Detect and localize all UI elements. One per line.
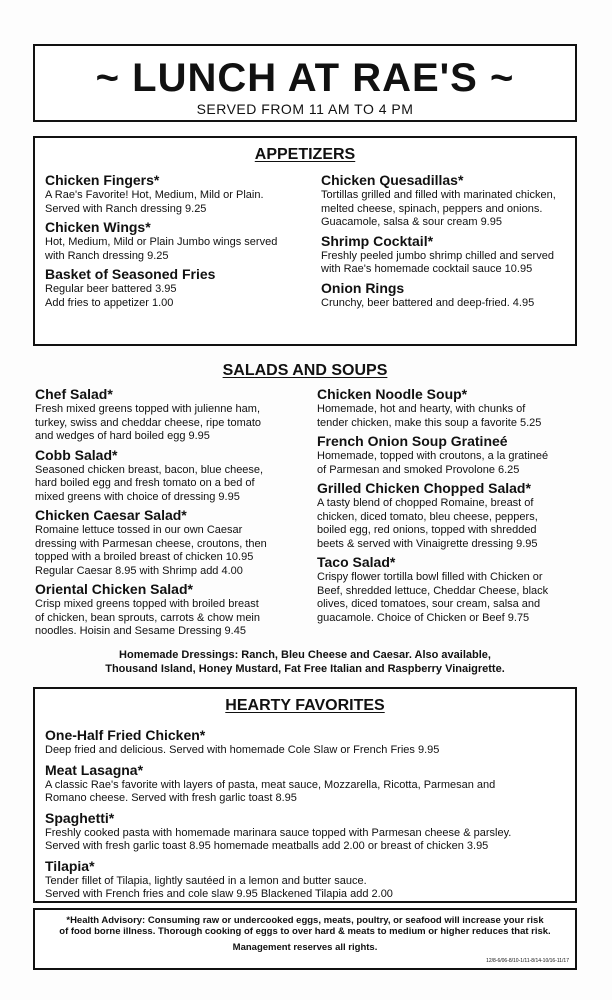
menu-item (45, 762, 565, 806)
item-desc: beets & served with Vinaigrette dressing 9.95 (317, 537, 538, 550)
item-desc: Fresh mixed greens topped with julienne ham, (35, 403, 261, 415)
salads-title: SALADS AND SOUPS (222, 362, 388, 379)
item-desc: topped with a broiled breast of chicken 10.95 (35, 551, 254, 563)
item-desc: Served with French fries and cole slaw 9.95 Blackened Tilapia add 2.00 (45, 888, 393, 900)
salads-right-column (295, 386, 577, 642)
item-desc: Homemade, hot and hearty, with chunks of (317, 403, 526, 415)
item-name: Grilled Chicken Chopped Salad* (317, 480, 531, 496)
item-name: French Onion Soup Gratineé (317, 433, 508, 449)
item-desc: of Parmesan and smoked Provolone 6.25 (317, 463, 520, 476)
item-desc: and wedges of hard boiled egg 9.95 (35, 430, 210, 442)
item-desc: Guacamole, salsa & sour cream 9.95 (321, 216, 502, 228)
item-desc: Crispy flower tortilla bowl filled with Chicken or (317, 571, 543, 583)
item-desc: Romano cheese. Served with fresh garlic toast 8.95 (45, 792, 297, 804)
dressings-note (33, 648, 577, 676)
item-name: Chicken Fingers* (45, 172, 160, 188)
item-desc: olives, diced tomatoes, sour cream, salsa and (317, 598, 541, 610)
item-desc: Homemade, topped with croutons, a la gratineé (317, 450, 549, 462)
menu-item (321, 233, 567, 277)
item-name: Oriental Chicken Salad* (35, 581, 193, 597)
appetizers-section (33, 136, 577, 346)
item-name: Chicken Quesadillas* (321, 172, 464, 188)
item-desc: Crisp mixed greens topped with broiled breast (35, 598, 259, 610)
menu-item (321, 280, 567, 311)
item-desc: Regular beer battered 3.95 (45, 283, 177, 295)
item-name: Chicken Wings* (45, 219, 151, 235)
menu-item (45, 810, 565, 854)
revision-code: 12/8-6/06-8/10-1/11-8/14-10/16-11/17 (486, 958, 569, 964)
item-desc: Freshly cooked pasta with homemade marinara sauce topped with Parmesan cheese & parsley. (45, 826, 512, 839)
menu-item (45, 266, 291, 310)
item-desc: Hot, Medium, Mild or Plain Jumbo wings served (45, 236, 278, 248)
item-desc: chicken, diced tomato, bleu cheese, peppers, (317, 510, 538, 523)
title-box (33, 44, 577, 122)
item-desc: with Rae's homemade cocktail sauce 10.95 (321, 263, 533, 275)
appetizers-left-column (43, 172, 291, 313)
item-name: Chef Salad* (35, 386, 113, 402)
advisory-line: of food borne illness. Thorough cooking of eggs to over hard & meats to medium or higher reduces that risk. (59, 926, 551, 937)
item-desc: Romaine lettuce tossed in our own Caesar (35, 524, 243, 536)
item-name: Spaghetti* (45, 809, 115, 826)
item-name: Tilapia* (45, 857, 95, 874)
item-desc: with Ranch dressing 9.25 (45, 249, 169, 262)
menu-item (45, 219, 291, 263)
health-advisory-box (33, 908, 577, 970)
dressings-line: Thousand Island, Honey Mustard, Fat Free Italian and Raspberry Vinaigrette. (105, 662, 505, 675)
hearty-favorites-section (33, 687, 577, 903)
item-desc: Tortillas grilled and filled with marinated chicken, (321, 189, 556, 201)
item-desc: Deep fried and delicious. Served with homemade Cole Slaw or French Fries 9.95 (45, 744, 440, 756)
item-name: One-Half Fried Chicken* (45, 727, 206, 743)
item-desc: of chicken, bean sprouts, carrots & chow mein (35, 611, 260, 624)
item-desc: Beef, shredded lettuce, Cheddar Cheese, black (317, 584, 549, 597)
salads-left-column (35, 386, 295, 642)
item-name: Meat Lasagna* (45, 761, 144, 778)
item-desc: guacamole. Choice of Chicken or Beef 9.75 (317, 611, 530, 624)
item-desc: noodles. Hoisin and Sesame Dressing 9.45 (35, 625, 246, 637)
menu-item (45, 727, 565, 758)
item-desc: Served with fresh garlic toast 8.95 homemade meatballs add 2.00 or breast of chicken 3.95 (45, 840, 489, 852)
menu-item (321, 172, 567, 230)
appetizers-title: APPETIZERS (254, 146, 356, 163)
item-name: Shrimp Cocktail* (321, 232, 434, 249)
item-desc: hard boiled egg and fresh tomato on a bed of (35, 477, 255, 489)
menu-item (317, 433, 577, 477)
item-name: Basket of Seasoned Fries (45, 266, 216, 282)
item-desc: Served with Ranch dressing 9.25 (45, 202, 207, 215)
item-desc: Regular Caesar 8.95 with Shrimp add 4.00 (35, 564, 243, 577)
management-note: Management reserves all rights. (232, 942, 378, 953)
item-desc: Freshly peeled jumbo shrimp chilled and served (321, 249, 554, 262)
dressings-line: Homemade Dressings: Ranch, Bleu Cheese and Caesar. Also available, (119, 648, 491, 661)
item-name: Cobb Salad* (35, 446, 118, 463)
served-hours: SERVED FROM 11 AM TO 4 PM (196, 101, 414, 117)
item-desc: turkey, swiss and cheddar cheese, ripe tomato (35, 416, 262, 429)
menu-item (45, 172, 291, 216)
menu-item (35, 581, 295, 639)
menu-title: ~ LUNCH AT RAE'S ~ (95, 56, 515, 100)
item-name: Chicken Noodle Soup* (317, 386, 468, 402)
item-desc: melted cheese, spinach, peppers and onions. (321, 202, 543, 215)
item-desc: A Rae's Favorite! Hot, Medium, Mild or Plain. (45, 189, 264, 201)
salads-section (33, 362, 577, 674)
menu-item (317, 480, 577, 551)
menu-item (35, 386, 295, 444)
menu-item (35, 507, 295, 578)
item-name: Onion Rings (321, 279, 405, 296)
item-desc: dressing with Parmesan cheese, croutons, then (35, 537, 267, 550)
menu-item (317, 554, 577, 625)
menu-item (317, 386, 577, 430)
item-desc: Seasoned chicken breast, bacon, blue cheese, (35, 463, 264, 476)
item-desc: Crunchy, beer battered and deep-fried. 4.95 (321, 296, 535, 309)
appetizers-right-column (291, 172, 567, 313)
item-name: Chicken Caesar Salad* (35, 507, 187, 523)
item-desc: Tender fillet of Tilapia, lightly sautéed in a lemon and butter sauce. (45, 874, 367, 887)
item-desc: A tasty blend of chopped Romaine, breast of (317, 497, 534, 509)
hearty-favorites-title: HEARTY FAVORITES (225, 697, 385, 714)
item-desc: tender chicken, make this soup a favorite 5.25 (317, 416, 542, 429)
menu-item (35, 447, 295, 505)
item-desc: mixed greens with choice of dressing 9.95 (35, 490, 240, 503)
item-name: Taco Salad* (317, 554, 396, 570)
menu-item (45, 858, 565, 902)
item-desc: boiled egg, red onions, topped with shredded (317, 524, 537, 536)
item-desc: Add fries to appetizer 1.00 (45, 296, 174, 309)
advisory-line: *Health Advisory: Consuming raw or undercooked eggs, meats, poultry, or seafood will increase your risk (66, 915, 544, 926)
item-desc: A classic Rae's favorite with layers of pasta, meat sauce, Mozzarella, Ricotta, Parmesan and (45, 778, 496, 791)
